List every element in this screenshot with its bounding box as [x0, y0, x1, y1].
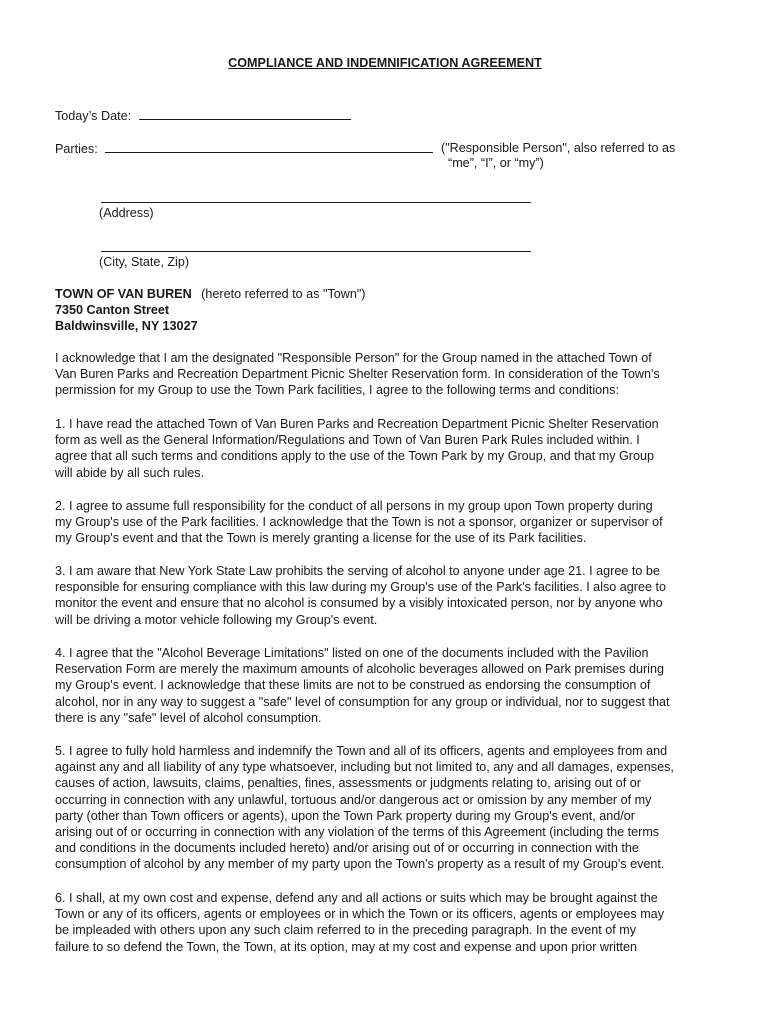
paragraph-line: party (other than Town officers or agents), upon the Town Park property during my Group's event, and/or	[55, 808, 635, 823]
responsible-person-note-1: ("Responsible Person", also referred to as	[441, 141, 676, 155]
paragraph-line: form as well as the General Information/Regulations and Town of Van Buren Park Rules included within. I	[55, 433, 640, 448]
town-name-row	[55, 286, 366, 302]
paragraph-line: my Group's event. I acknowledge that these limits are not to be construed as endorsing the consumption of	[55, 678, 651, 693]
paragraph-line: and conditions in the documents included hereto) and/or arising out of or occurring in connection with the	[55, 841, 639, 856]
address-label: (Address)	[99, 206, 154, 220]
paragraph-line: causes of action, lawsuits, claims, penalties, fines, assessments or judgments relating to, arising out of or	[55, 776, 641, 791]
responsible-person-field[interactable]	[105, 140, 433, 153]
paragraph-line: against any and all liability of any type whatsoever, including but not limited to, any and all damages, expenses,	[55, 760, 674, 775]
town-city: Baldwinsville, NY 13027	[55, 319, 198, 333]
todays-date-field[interactable]	[139, 107, 351, 120]
town-referred: (hereto referred to as "Town")	[201, 287, 366, 301]
city-state-zip-label: (City, State, Zip)	[99, 255, 190, 269]
paragraph-5	[55, 743, 715, 873]
paragraph-2	[55, 498, 715, 547]
paragraph-line: Reservation Form are merely the maximum amounts of alcoholic beverages allowed on Park premises during	[55, 662, 664, 677]
paragraph-line: 1. I have read the attached Town of Van Buren Parks and Recreation Department Picnic Shelter Reservation	[55, 417, 659, 431]
paragraph-line: I acknowledge that I am the designated "Responsible Person" for the Group named in the attached Town of	[55, 351, 652, 365]
paragraph-line: Van Buren Parks and Recreation Department Picnic Shelter Reservation form. In consideration of the Town's	[55, 367, 660, 382]
paragraph-line: failure to so defend the Town, the Town, at its option, may at my cost and expense and upon prior written	[55, 939, 637, 954]
paragraph-line: alcohol, nor in any way to suggest a "safe" level of consumption for any group or individual, nor to suggest that	[55, 694, 670, 709]
document-title: COMPLIANCE AND INDEMNIFICATION AGREEMENT	[228, 56, 542, 70]
paragraph-line: occurring in connection with any unlawful, tortuous and/or dangerous act or omission by any member of my	[55, 792, 652, 807]
paragraph-line: 2. I agree to assume full responsibility for the conduct of all persons in my group upon Town property during	[55, 499, 653, 513]
paragraph-line: 5. I agree to fully hold harmless and indemnify the Town and all of its officers, agents and employees from and	[55, 744, 668, 758]
paragraph-6	[55, 890, 715, 955]
paragraph-line: 4. I agree that the "Alcohol Beverage Limitations" listed on one of the documents included with the Pavilion	[55, 646, 649, 660]
paragraph-line: my Group's use of the Park facilities. I acknowledge that the Town is not a sponsor, organizer or supervisor of	[55, 515, 663, 530]
paragraph-intro	[55, 350, 715, 399]
paragraph-3	[55, 563, 715, 628]
paragraph-line: consumption of alcohol by any member of my party upon the Town's property as a result of my Group's event.	[55, 857, 665, 872]
paragraph-line: monitor the event and ensure that no alcohol is consumed by a visibly intoxicated person, nor by anyone who	[55, 596, 663, 611]
parties-label: Parties:	[55, 142, 98, 156]
paragraph-4	[55, 645, 715, 726]
paragraph-line: arising out of or occurring in connection with any violation of the terms of this Agreement (including the terms	[55, 825, 660, 840]
paragraph-line: will abide by all such rules.	[55, 465, 205, 480]
paragraph-line: permission for my Group to use the Town Park facilities, I agree to the following terms and conditions:	[55, 383, 619, 398]
paragraph-line: my Group's event and that the Town is merely granting a license for the use of its Park facilities.	[55, 531, 587, 546]
paragraph-line: there is any "safe" level of alcohol consumption.	[55, 710, 322, 725]
paragraph-line: responsible for ensuring compliance with this law during my Group's use of the Park's facilities. I also agree to	[55, 580, 666, 595]
town-street: 7350 Canton Street	[55, 303, 170, 317]
paragraph-1	[55, 416, 715, 481]
paragraph-line: Town or any of its officers, agents or employees or in which the Town or its officers, agents or employees may	[55, 907, 664, 922]
paragraph-line: will be driving a motor vehicle following my Group's event.	[55, 612, 378, 627]
todays-date-row	[55, 107, 351, 124]
city-state-zip-field[interactable]	[101, 251, 531, 252]
paragraph-line: agree that all such terms and conditions apply to the use of the Town Park by my Group, and that my Group	[55, 449, 654, 464]
paragraph-line: 6. I shall, at my own cost and expense, defend any and all actions or suits which may be brought against the	[55, 891, 658, 905]
town-name: TOWN OF VAN BUREN	[55, 287, 192, 301]
parties-row	[55, 140, 433, 157]
address-field[interactable]	[101, 202, 531, 203]
paragraph-line: 3. I am aware that New York State Law prohibits the serving of alcohol to anyone under age 21. I agree to be	[55, 564, 660, 578]
responsible-person-note-2: “me”, “I”, or “my”)	[448, 156, 544, 170]
todays-date-label: Today’s Date:	[55, 109, 132, 123]
paragraph-line: be impleaded with others upon any such claim referred to in the preceding paragraph. In the event of my	[55, 923, 637, 938]
